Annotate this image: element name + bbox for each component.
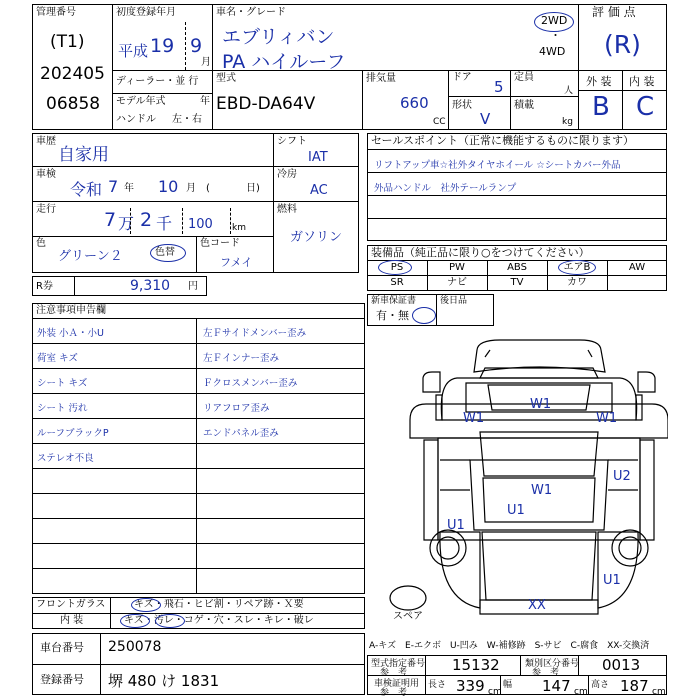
equip-aw: AW bbox=[628, 262, 646, 273]
mark-w1-left: W1 bbox=[463, 411, 485, 426]
history-label: 車歴 bbox=[36, 136, 56, 147]
equip-tv: TV bbox=[510, 277, 524, 288]
divider bbox=[588, 675, 589, 695]
fuel: ガソリン bbox=[290, 230, 343, 245]
load-unit: kg bbox=[562, 117, 573, 127]
divider bbox=[510, 70, 511, 130]
mileage-label: 走行 bbox=[36, 204, 56, 215]
equip-navi: ナビ bbox=[447, 277, 467, 288]
divider bbox=[273, 201, 359, 202]
cert-sub: 参 考 bbox=[380, 688, 408, 698]
notes-row-divider bbox=[32, 493, 365, 494]
paren-open: ( bbox=[206, 183, 210, 194]
displacement: 660 bbox=[400, 94, 429, 112]
legend: A-キズ E-エクボ U-凹み W-補修跡 S-サビ C-腐食 XX-交換済 bbox=[369, 641, 650, 651]
equip-leather: カワ bbox=[567, 277, 587, 288]
sales-label: セールスポイント（正常に機能するものに限ります） bbox=[371, 134, 635, 147]
length: 339 bbox=[456, 677, 485, 695]
color-code-label: 色コード bbox=[200, 238, 240, 249]
front-glass-label: フロントガラス bbox=[36, 599, 106, 610]
year-unit: 年 bbox=[200, 96, 210, 107]
height: 187 bbox=[620, 677, 649, 695]
note-left: 荷室 キズ bbox=[37, 353, 78, 364]
front-glass-text: キズ・飛石・ヒビ割・リペア跡・Ｘ要 bbox=[134, 599, 304, 610]
divider bbox=[448, 96, 578, 97]
divider bbox=[367, 260, 667, 261]
divider bbox=[32, 236, 273, 237]
interior-grade: C bbox=[636, 92, 655, 122]
notes-label: 注意事項申告欄 bbox=[36, 305, 106, 316]
door-label: ドア bbox=[452, 72, 472, 83]
inspection-month: 10 bbox=[158, 177, 179, 196]
inspection-year: 7 bbox=[108, 177, 119, 196]
divider bbox=[196, 236, 197, 273]
kanri-value-2: 202405 bbox=[40, 64, 105, 84]
model-name: エブリィバン bbox=[222, 26, 335, 48]
width: 147 bbox=[542, 677, 571, 695]
model-name-label: 車名・グレード bbox=[216, 7, 286, 18]
shift: IAT bbox=[308, 150, 328, 165]
notes-row-divider bbox=[32, 368, 365, 369]
notes-block bbox=[32, 303, 365, 594]
sales-line-1: リフトアップ車☆社外タイヤホイール ☆シートカバー外品 bbox=[374, 160, 621, 171]
model-spec: 15132 bbox=[452, 656, 500, 674]
mark-u2: U2 bbox=[613, 469, 631, 484]
mark-xx: XX bbox=[528, 598, 546, 613]
divider bbox=[32, 318, 365, 319]
mark-w1-center: W1 bbox=[531, 483, 553, 498]
warranty-circle bbox=[412, 307, 436, 324]
color-change: 色替 bbox=[155, 247, 175, 258]
shape-label: 形状 bbox=[452, 100, 472, 111]
mark-u1-left: U1 bbox=[447, 518, 465, 533]
reg-value: 堺 480 け 1831 bbox=[108, 672, 220, 690]
divider bbox=[196, 318, 197, 594]
divider bbox=[130, 208, 131, 234]
mark-w1-right: W1 bbox=[596, 411, 618, 426]
kanri-label: 管理番号 bbox=[36, 7, 76, 18]
height-unit: cm bbox=[652, 687, 666, 697]
mark-u1-center: U1 bbox=[507, 503, 525, 518]
category-sub: 参 考 bbox=[532, 668, 560, 678]
notes-row-divider bbox=[32, 568, 365, 569]
divider bbox=[367, 218, 667, 219]
equip-abs: ABS bbox=[507, 262, 527, 273]
note-right: 左Ｆインナー歪み bbox=[203, 353, 280, 364]
eval-score: (R) bbox=[604, 30, 641, 59]
width-unit: cm bbox=[574, 687, 588, 697]
cc-unit: CC bbox=[433, 117, 446, 127]
handle-value: 左・右 bbox=[172, 114, 202, 125]
divider bbox=[112, 4, 113, 130]
sen-char: 千 bbox=[156, 214, 173, 233]
rken-label: R券 bbox=[36, 281, 53, 292]
divider bbox=[185, 22, 186, 70]
reg-month: 9 bbox=[190, 35, 203, 57]
equip-airbag: エアB bbox=[563, 262, 591, 273]
inspection-era: 令和 bbox=[70, 180, 103, 199]
width-label: 幅 bbox=[503, 680, 513, 690]
divider bbox=[362, 70, 363, 130]
note-left: 外装 小Ａ・小U bbox=[37, 328, 104, 339]
cert-label: 車検証明用 bbox=[374, 679, 420, 689]
sales-line-2: 外品ハンドル 社外テールランプ bbox=[374, 183, 517, 194]
notes-row-divider bbox=[32, 393, 365, 394]
interior-label: 内 装 bbox=[629, 75, 655, 88]
fuel-label: 燃料 bbox=[277, 204, 297, 215]
reg-label: 登録番号 bbox=[40, 673, 84, 686]
divider bbox=[182, 208, 183, 234]
equip-sr: SR bbox=[390, 277, 404, 288]
notes-row-divider bbox=[32, 343, 365, 344]
manual-label: 後日品 bbox=[440, 296, 468, 306]
note-left: シート 汚れ bbox=[37, 403, 88, 414]
yen: 円 bbox=[188, 281, 198, 292]
color-label: 色 bbox=[36, 238, 46, 249]
divider bbox=[112, 70, 212, 71]
man-char: 万 bbox=[118, 214, 135, 233]
reg-year: 19 bbox=[150, 35, 175, 57]
kanri-value-3: 06858 bbox=[46, 94, 101, 114]
shape: V bbox=[480, 110, 491, 128]
drive-2wd: 2WD bbox=[541, 14, 568, 27]
chassis-label: 車台番号 bbox=[40, 641, 84, 654]
divider bbox=[425, 655, 426, 695]
divider bbox=[273, 133, 274, 273]
ac: AC bbox=[310, 183, 328, 198]
divider bbox=[367, 275, 667, 276]
divider bbox=[367, 195, 667, 196]
model-year-label: モデル年式 bbox=[116, 96, 166, 107]
notes-row-divider bbox=[32, 443, 365, 444]
divider bbox=[32, 664, 365, 665]
handle-label: ハンドル bbox=[116, 114, 156, 125]
notes-row-divider bbox=[32, 418, 365, 419]
shift-label: シフト bbox=[277, 136, 307, 147]
year-char: 年 bbox=[124, 183, 134, 194]
first-reg-label: 初度登録年月 bbox=[116, 7, 176, 18]
day-char: 日) bbox=[246, 183, 260, 194]
katashiki: EBD-DA64V bbox=[216, 94, 316, 114]
history-value: 自家用 bbox=[58, 145, 109, 165]
mileage-rest: 100 bbox=[188, 217, 213, 232]
capacity-unit: 人 bbox=[564, 86, 574, 96]
category: 0013 bbox=[602, 656, 641, 674]
front-glass-circle bbox=[131, 598, 161, 612]
divider bbox=[273, 166, 359, 167]
interior-stain-circle bbox=[120, 614, 150, 628]
chassis-value: 250078 bbox=[108, 639, 162, 655]
dealer-label: ディーラー・並 行 bbox=[116, 76, 199, 87]
divider bbox=[112, 93, 212, 94]
divider bbox=[367, 172, 667, 173]
note-left: ステレオ不良 bbox=[37, 453, 94, 464]
notes-row-divider bbox=[32, 468, 365, 469]
category-label: 類別区分番号 bbox=[525, 659, 580, 669]
equip-pw: PW bbox=[449, 262, 465, 273]
color-code: フメイ bbox=[220, 256, 253, 269]
note-left: シート キズ bbox=[37, 378, 88, 389]
note-right: 左Ｆサイドメンバー歪み bbox=[203, 328, 307, 339]
divider bbox=[448, 70, 449, 130]
month-unit: 月 bbox=[201, 57, 211, 68]
height-label: 高さ bbox=[591, 680, 610, 690]
displacement-label: 排気量 bbox=[366, 73, 396, 84]
divider bbox=[578, 4, 579, 130]
interior-dirt-circle bbox=[155, 614, 185, 628]
mark-w1-roof: W1 bbox=[530, 397, 552, 412]
mark-u1-right: U1 bbox=[603, 573, 621, 588]
divider bbox=[436, 294, 437, 326]
mileage-man: 7 bbox=[104, 209, 117, 231]
equip-ps-circle bbox=[378, 260, 412, 275]
drive-4wd: 4WD bbox=[539, 45, 566, 58]
km-unit: km bbox=[232, 223, 246, 233]
divider bbox=[32, 201, 273, 202]
equipment-label: 装備品（純正品に限り○をつけてください） bbox=[371, 246, 590, 259]
exterior-grade: B bbox=[592, 92, 610, 122]
note-left: ルーフブラックP bbox=[37, 428, 109, 439]
inspection-label: 車検 bbox=[36, 169, 56, 180]
note-right: Ｆクロスメンバー歪み bbox=[203, 378, 298, 389]
warranty-value: 有・無 bbox=[376, 309, 409, 322]
era: 平成 bbox=[118, 42, 149, 60]
rken-value: 9,310 bbox=[130, 278, 171, 294]
grade: PA ハイルーフ bbox=[222, 51, 346, 73]
notes-row-divider bbox=[32, 518, 365, 519]
divider bbox=[110, 597, 111, 629]
mileage-sen: 2 bbox=[140, 209, 153, 231]
model-spec-label: 型式指定番号 bbox=[371, 659, 426, 669]
spare-label: スペア bbox=[393, 611, 423, 622]
interior-glass-text: キズ・汚レ・コゲ・穴・スレ・キレ・破レ bbox=[124, 615, 314, 626]
color-value: グリーン２ bbox=[58, 249, 123, 264]
length-label: 長さ bbox=[428, 680, 447, 690]
note-right: リアフロア歪み bbox=[203, 403, 270, 414]
equip-ps: PS bbox=[390, 262, 404, 273]
exterior-label: 外 装 bbox=[586, 75, 612, 88]
divider bbox=[32, 613, 365, 614]
capacity-label: 定員 bbox=[514, 72, 534, 83]
kanri-value-1: (T1) bbox=[50, 32, 85, 52]
load-label: 積載 bbox=[514, 100, 534, 111]
divider bbox=[520, 655, 521, 675]
equip-airbag-circle bbox=[558, 260, 596, 275]
divider bbox=[100, 633, 101, 695]
katashiki-label: 型式 bbox=[216, 73, 236, 84]
drive-dot: ・ bbox=[550, 29, 561, 42]
rken-box bbox=[32, 276, 207, 296]
divider bbox=[32, 166, 273, 167]
model-spec-sub: 参 考 bbox=[380, 668, 408, 678]
ac-label: 冷房 bbox=[277, 169, 297, 180]
divider bbox=[74, 276, 75, 296]
divider bbox=[230, 208, 231, 234]
divider bbox=[212, 4, 213, 130]
length-unit: cm bbox=[488, 687, 502, 697]
warranty-label: 新車保証書 bbox=[371, 296, 417, 306]
divider bbox=[367, 149, 667, 150]
month-char: 月 bbox=[186, 183, 196, 194]
note-right: エンドパネル歪み bbox=[203, 428, 279, 439]
door: 5 bbox=[494, 78, 504, 96]
interior-glass-label: 内 装 bbox=[60, 615, 84, 626]
eval-label: 評 価 点 bbox=[592, 5, 636, 19]
divider bbox=[622, 70, 623, 130]
notes-row-divider bbox=[32, 543, 365, 544]
